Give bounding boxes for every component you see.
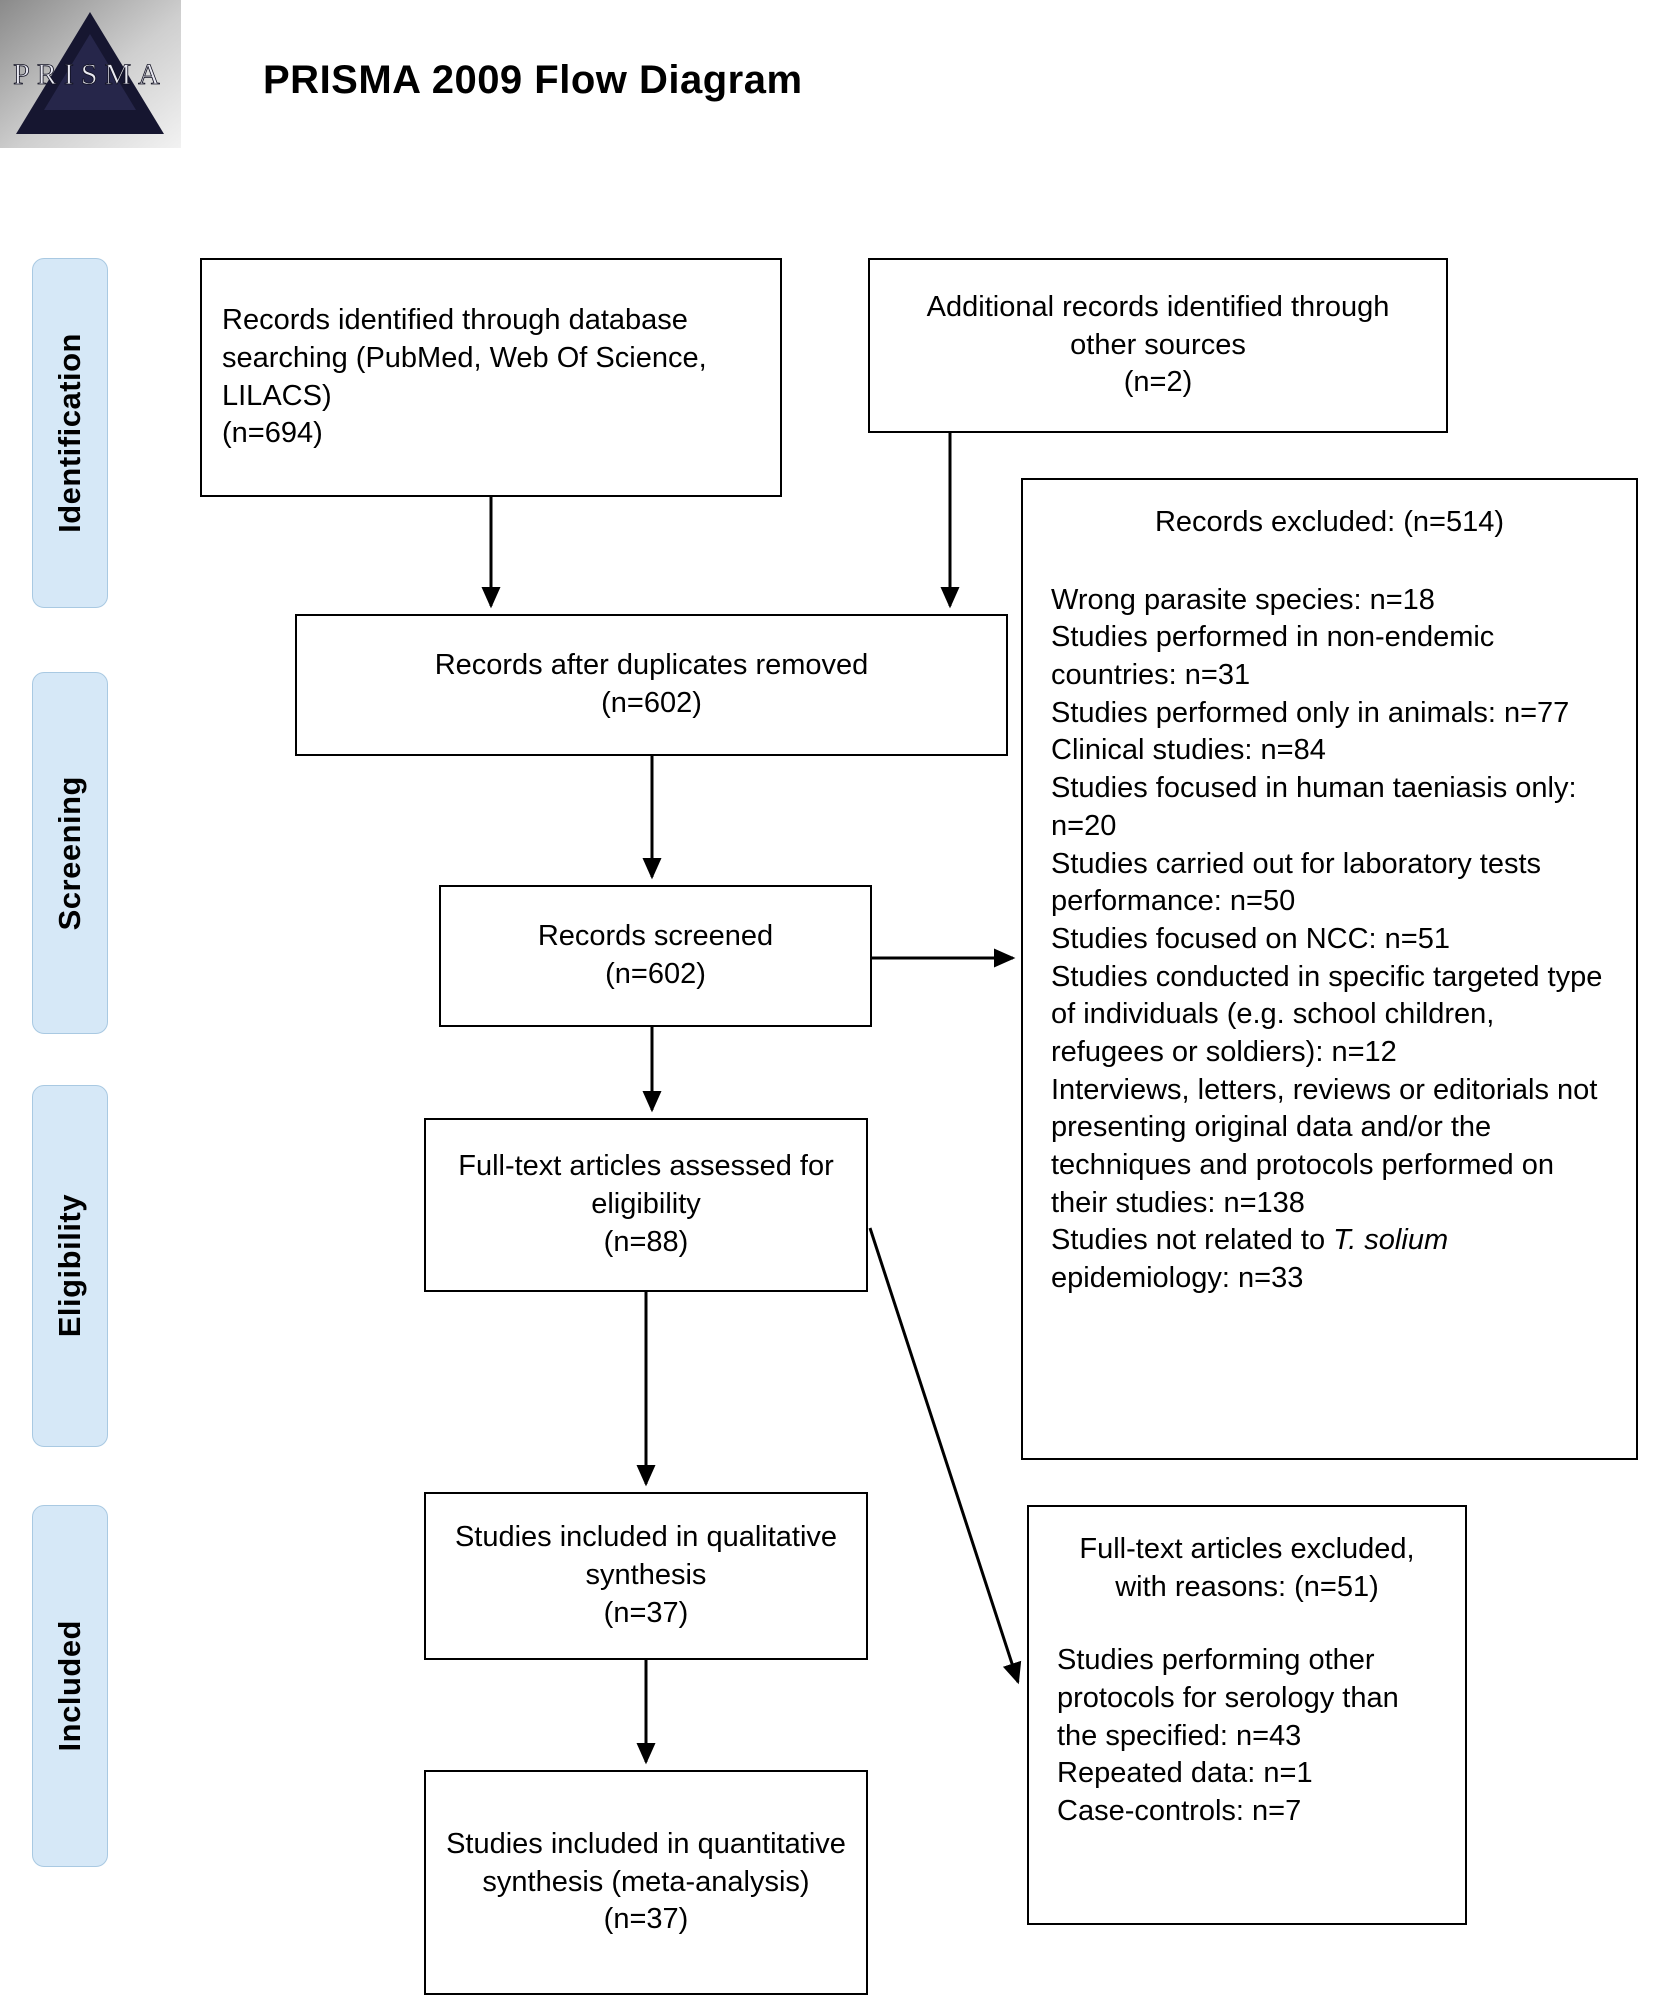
stage-screening-label: Screening xyxy=(52,775,87,931)
excluded-reason: Clinical studies: n=84 xyxy=(1051,734,1326,767)
stage-eligibility xyxy=(32,1085,108,1447)
box-records-screened-text: Records screened xyxy=(537,920,774,953)
excluded-reason: Studies carried out for laboratory tests performance: n=50 xyxy=(1051,847,1542,918)
box-records-identified-count: (n=694) xyxy=(222,417,323,450)
stage-identification-label: Identification xyxy=(52,333,87,533)
box-records-identified xyxy=(200,258,782,497)
box-fulltext-assessed-count: (n=88) xyxy=(603,1225,689,1258)
excluded-reason: Studies performed only in animals: n=77 xyxy=(1051,696,1570,729)
box-duplicates-removed-count: (n=602) xyxy=(601,687,702,719)
excluded-reason: Studies performed in non-endemic countries: n=31 xyxy=(1051,621,1495,692)
box-quantitative-synthesis-text: Studies included in quantitative synthesis (meta-analysis) xyxy=(446,1827,846,1898)
excluded-reason: Wrong parasite species: n=18 xyxy=(1051,583,1435,616)
box-fulltext-excluded-title: Full-text articles excluded, with reasons: (n=51) xyxy=(1079,1533,1415,1603)
prisma-logo xyxy=(0,0,181,156)
box-records-screened xyxy=(439,885,872,1027)
box-fulltext-excluded xyxy=(1027,1505,1467,1925)
excluded-reason-italic-term: T. solium xyxy=(1333,1224,1449,1257)
excluded-reason: Studies focused on NCC: n=51 xyxy=(1051,922,1450,955)
box-records-screened-count: (n=602) xyxy=(605,958,706,990)
box-additional-records-text: Additional records identified through other sources xyxy=(926,290,1390,361)
excluded-reason: Interviews, letters, reviews or editorials not presenting original data and/or the techniques and protocols performed on their studies: n=138 xyxy=(1051,1073,1598,1219)
stage-eligibility-label: Eligibility xyxy=(52,1194,87,1338)
arrow-fulltext-to-fulltext-excluded xyxy=(870,1228,1018,1682)
box-duplicates-removed xyxy=(295,614,1008,756)
box-records-excluded xyxy=(1021,478,1638,1460)
fulltext-excluded-reason: Case-controls: n=7 xyxy=(1057,1795,1302,1828)
page-title: PRISMA 2009 Flow Diagram xyxy=(263,58,803,102)
box-quantitative-synthesis-count: (n=37) xyxy=(603,1903,689,1936)
box-qualitative-synthesis-count: (n=37) xyxy=(603,1596,689,1629)
excluded-reason-post: epidemiology: n=33 xyxy=(1051,1262,1304,1295)
stage-identification xyxy=(32,258,108,608)
box-additional-records-count: (n=2) xyxy=(1123,366,1193,399)
box-qualitative-synthesis xyxy=(424,1492,868,1660)
box-duplicates-removed-text: Records after duplicates removed xyxy=(434,649,869,682)
box-qualitative-synthesis-text: Studies included in qualitative synthesis xyxy=(454,1521,838,1592)
box-fulltext-assessed-text: Full-text articles assessed for eligibility xyxy=(458,1150,834,1221)
box-additional-records xyxy=(868,258,1448,433)
stage-included-label: Included xyxy=(52,1620,87,1752)
excluded-reason: Studies conducted in specific targeted type of individuals (e.g. school children, refugees or soldiers): n=12 xyxy=(1051,960,1603,1068)
box-fulltext-assessed xyxy=(424,1118,868,1292)
excluded-reason xyxy=(1051,1222,1608,1297)
box-records-identified-text: Records identified through database searching (PubMed, Web Of Science, LILACS) xyxy=(222,304,707,412)
excluded-reason: Studies focused in human taeniasis only: n=20 xyxy=(1051,772,1577,842)
fulltext-excluded-reason: Repeated data: n=1 xyxy=(1057,1757,1313,1790)
stage-included xyxy=(32,1505,108,1867)
box-quantitative-synthesis xyxy=(424,1770,868,1995)
logo-text: PRISMA xyxy=(13,58,167,91)
box-records-excluded-title: Records excluded: (n=514) xyxy=(1154,506,1504,538)
fulltext-excluded-reason: Studies performing other protocols for serology than the specified: n=43 xyxy=(1057,1644,1399,1752)
stage-screening xyxy=(32,672,108,1034)
excluded-reason-pre: Studies not related to xyxy=(1051,1224,1334,1257)
